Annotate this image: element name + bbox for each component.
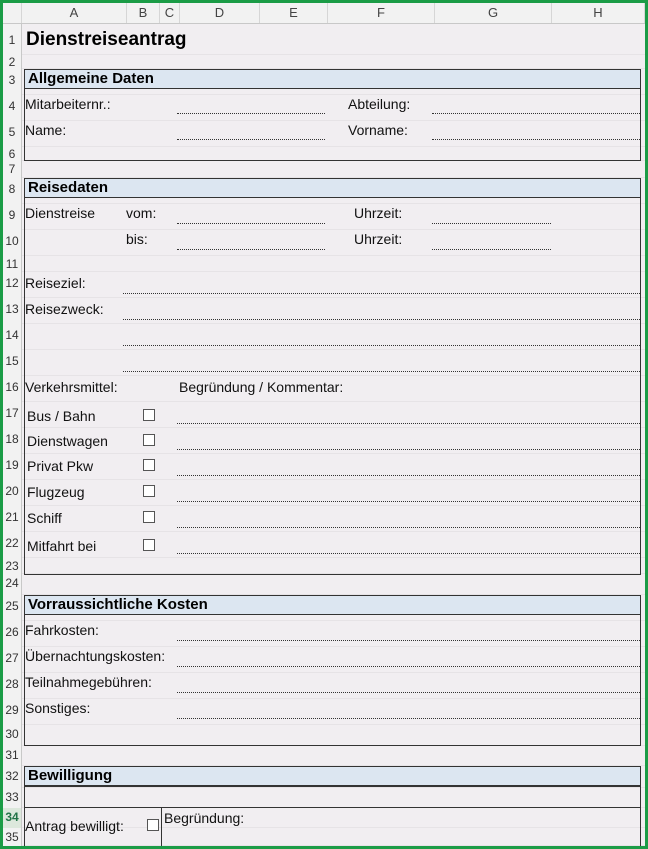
checkbox-private-car[interactable] bbox=[143, 459, 155, 471]
first-name-field[interactable] bbox=[432, 139, 640, 140]
transport-option-private-car: Privat Pkw bbox=[27, 458, 94, 474]
accommodation-costs-field[interactable] bbox=[177, 666, 640, 667]
comment-line-5[interactable] bbox=[177, 527, 640, 528]
row-header-19[interactable]: 19 bbox=[5, 458, 19, 472]
transport-option-bus: Bus / Bahn bbox=[27, 408, 96, 424]
column-header-e[interactable]: E bbox=[260, 3, 328, 23]
participation-fees-label: Teilnahmegebühren: bbox=[25, 674, 152, 690]
approval-spacer-box bbox=[24, 786, 641, 808]
column-header-bar bbox=[3, 3, 645, 24]
other-costs-field[interactable] bbox=[177, 718, 640, 719]
section-heading-travel: Reisedaten bbox=[24, 178, 641, 198]
row-header-29[interactable]: 29 bbox=[5, 703, 19, 717]
row-header-20[interactable]: 20 bbox=[5, 484, 19, 498]
checkbox-carpool[interactable] bbox=[143, 539, 155, 551]
row-header-26[interactable]: 26 bbox=[5, 625, 19, 639]
department-field[interactable] bbox=[432, 113, 640, 114]
transport-label: Verkehrsmittel: bbox=[25, 379, 118, 395]
from-date-field[interactable] bbox=[177, 223, 325, 224]
row-header-11[interactable]: 11 bbox=[5, 257, 19, 271]
purpose-field-line-3[interactable] bbox=[123, 371, 640, 372]
row-header-18[interactable]: 18 bbox=[5, 432, 19, 446]
section-heading-general: Allgemeine Daten bbox=[24, 69, 641, 89]
from-date-label: vom: bbox=[126, 205, 157, 221]
row-header-32[interactable]: 32 bbox=[5, 769, 19, 783]
row-header-35[interactable]: 35 bbox=[5, 830, 19, 844]
row-header-21[interactable]: 21 bbox=[5, 510, 19, 524]
row-header-13[interactable]: 13 bbox=[5, 302, 19, 316]
row-header-6[interactable]: 6 bbox=[8, 147, 16, 161]
request-approved-label: Antrag bewilligt: bbox=[25, 818, 124, 834]
column-header-a[interactable]: A bbox=[22, 3, 127, 23]
column-header-c[interactable]: C bbox=[160, 3, 180, 23]
return-time-label: Uhrzeit: bbox=[354, 231, 403, 247]
participation-fees-field[interactable] bbox=[177, 692, 640, 693]
approval-justification-label: Begründung: bbox=[164, 810, 245, 826]
comment-line-6[interactable] bbox=[177, 553, 640, 554]
row-header-22[interactable]: 22 bbox=[5, 536, 19, 550]
column-header-g[interactable]: G bbox=[435, 3, 552, 23]
row-header-15[interactable]: 15 bbox=[5, 354, 19, 368]
comment-line-3[interactable] bbox=[177, 475, 640, 476]
row-header-5[interactable]: 5 bbox=[8, 125, 16, 139]
column-header-d[interactable]: D bbox=[180, 3, 260, 23]
comment-line-1[interactable] bbox=[177, 423, 640, 424]
transport-option-plane: Flugzeug bbox=[27, 484, 85, 500]
row-header-24[interactable]: 24 bbox=[5, 576, 19, 590]
checkbox-company-car[interactable] bbox=[143, 434, 155, 446]
gridline bbox=[22, 54, 645, 55]
checkbox-bus[interactable] bbox=[143, 409, 155, 421]
row-header-12[interactable]: 12 bbox=[5, 276, 19, 290]
travel-costs-label: Fahrkosten: bbox=[25, 622, 99, 638]
section-heading-costs: Vorraussichtliche Kosten bbox=[24, 595, 641, 615]
checkbox-plane[interactable] bbox=[143, 485, 155, 497]
purpose-field-line-1[interactable] bbox=[123, 319, 640, 320]
row-header-bar bbox=[3, 24, 22, 846]
row-header-30[interactable]: 30 bbox=[5, 727, 19, 741]
name-label: Name: bbox=[25, 122, 67, 138]
accommodation-costs-label: Übernachtungskosten: bbox=[25, 648, 166, 664]
row-header-25[interactable]: 25 bbox=[5, 599, 19, 613]
row-header-8[interactable]: 8 bbox=[8, 182, 16, 196]
other-costs-label: Sonstiges: bbox=[25, 700, 91, 716]
row-header-28[interactable]: 28 bbox=[5, 677, 19, 691]
travel-data-box bbox=[24, 178, 641, 575]
destination-field[interactable] bbox=[123, 293, 640, 294]
transport-option-ship: Schiff bbox=[27, 510, 62, 526]
to-date-label: bis: bbox=[126, 231, 148, 247]
to-date-field[interactable] bbox=[177, 249, 325, 250]
section-heading-approval: Bewilligung bbox=[24, 766, 641, 786]
comment-line-4[interactable] bbox=[177, 501, 640, 502]
row-header-33[interactable]: 33 bbox=[5, 790, 19, 804]
business-trip-label: Dienstreise bbox=[25, 205, 96, 221]
employee-number-label: Mitarbeiternr.: bbox=[25, 96, 111, 112]
row-header-14[interactable]: 14 bbox=[5, 328, 19, 342]
column-header-f[interactable]: F bbox=[328, 3, 435, 23]
travel-costs-field[interactable] bbox=[177, 640, 640, 641]
column-header-h[interactable]: H bbox=[552, 3, 645, 23]
name-field[interactable] bbox=[177, 139, 325, 140]
justification-comment-label: Begründung / Kommentar: bbox=[179, 379, 344, 395]
column-header-b[interactable]: B bbox=[127, 3, 160, 23]
row-header-1[interactable]: 1 bbox=[8, 33, 16, 47]
spreadsheet[interactable] bbox=[3, 3, 645, 846]
row-header-3[interactable]: 3 bbox=[8, 73, 16, 87]
select-all-corner[interactable] bbox=[3, 3, 22, 23]
row-header-16[interactable]: 16 bbox=[5, 380, 19, 394]
row-header-2[interactable]: 2 bbox=[8, 55, 16, 69]
checkbox-ship[interactable] bbox=[143, 511, 155, 523]
row-header-27[interactable]: 27 bbox=[5, 651, 19, 665]
row-header-7[interactable]: 7 bbox=[8, 162, 16, 176]
row-header-17[interactable]: 17 bbox=[5, 406, 19, 420]
checkbox-approved[interactable] bbox=[147, 819, 159, 831]
row-header-34[interactable]: 34 bbox=[3, 808, 21, 828]
costs-box bbox=[24, 595, 641, 746]
row-header-4[interactable]: 4 bbox=[8, 99, 16, 113]
departure-time-label: Uhrzeit: bbox=[354, 205, 403, 221]
comment-line-2[interactable] bbox=[177, 449, 640, 450]
transport-option-carpool: Mitfahrt bei bbox=[27, 538, 97, 554]
row-header-10[interactable]: 10 bbox=[5, 234, 19, 248]
row-header-31[interactable]: 31 bbox=[5, 748, 19, 762]
page-title: Dienstreiseantrag bbox=[26, 29, 187, 50]
department-label: Abteilung: bbox=[348, 96, 411, 112]
purpose-field-line-2[interactable] bbox=[123, 345, 640, 346]
departure-time-field[interactable] bbox=[432, 223, 551, 224]
row-header-9[interactable]: 9 bbox=[8, 208, 16, 222]
employee-number-field[interactable] bbox=[177, 113, 325, 114]
first-name-label: Vorname: bbox=[348, 122, 408, 138]
transport-option-company-car: Dienstwagen bbox=[27, 433, 108, 449]
row-header-23[interactable]: 23 bbox=[5, 559, 19, 573]
purpose-label: Reisezweck: bbox=[25, 301, 104, 317]
return-time-field[interactable] bbox=[432, 249, 551, 250]
destination-label: Reiseziel: bbox=[25, 275, 86, 291]
